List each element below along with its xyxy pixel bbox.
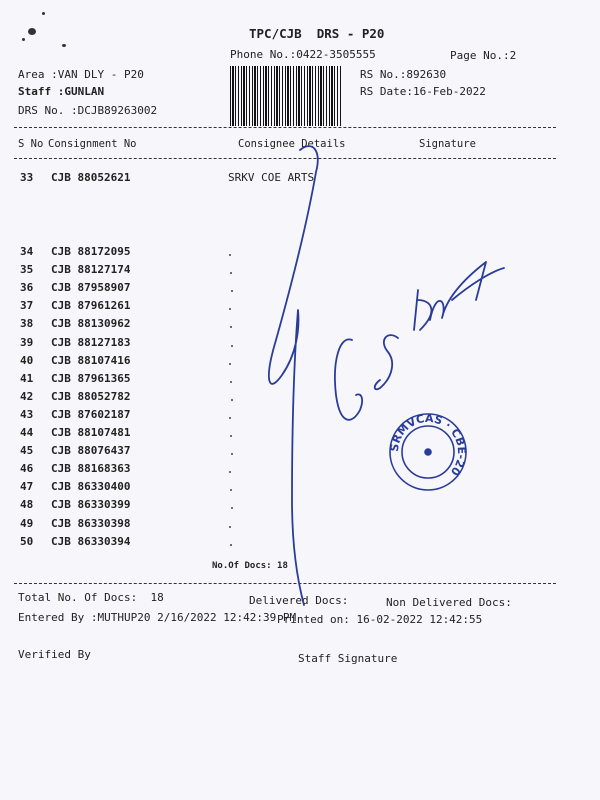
row-sno: 46 [20,462,34,475]
row-consignment: CJB 88076437 [51,444,131,457]
total-docs: Total No. Of Docs: 18 [18,591,164,604]
signature-letter [335,339,362,419]
row-sno: 39 [20,336,34,349]
signature-letter [375,335,398,389]
staff-signature-label: Staff Signature [298,652,398,665]
row-consignment: CJB 86330394 [51,535,131,548]
row-sno: 37 [20,299,34,312]
row-consignment: CJB 88107416 [51,354,131,367]
row-sno: 41 [20,372,34,385]
row-consignment: CJB 88127174 [51,263,131,276]
row-consignment: CJB 86330400 [51,480,131,493]
row-consignment: CJB 88107481 [51,426,131,439]
printed-on: Printed on: 16-02-2022 12:42:55 [277,613,483,626]
pen-stroke [269,146,318,605]
row-sno: 48 [20,498,34,511]
row-consignment: CJB 88052621 [51,171,131,184]
row-consignment: CJB 87961365 [51,372,131,385]
delivered-docs: Delivered Docs: [249,594,349,607]
row-sno: 42 [20,390,34,403]
row-consignment: CJB 88168363 [51,462,131,475]
row-consignment: CJB 86330398 [51,517,131,530]
row-sno: 35 [20,263,34,276]
stamp-text: SRMVCAS · CBE-20 [387,411,469,479]
verified-by: Verified By [18,648,91,661]
row-consignment: CJB 88127183 [51,336,131,349]
rs-date: RS Date:16-Feb-2022 [360,85,486,98]
staff-name: GUNLAN [64,85,105,98]
rs-number: RS No.:892630 [360,68,447,81]
area: Area :VAN DLY - P20 [18,68,144,81]
docs-count: No.Of Docs: 18 [212,561,288,571]
row-sno: 40 [20,354,34,367]
col-sno: S No [18,138,44,150]
row-consignment: CJB 87602187 [51,408,131,421]
signature-flourish [414,262,504,330]
col-signature: Signature [419,138,476,150]
col-consignment: Consignment No [48,138,137,150]
row-consignment: CJB 86330399 [51,498,131,511]
row-sno: 49 [20,517,34,530]
entered-by: Entered By :MUTHUP20 2/16/2022 12:42:39 PM [18,611,297,624]
row-sno: 38 [20,317,34,330]
row-consignment: CJB 88052782 [51,390,131,403]
row-consignment: CJB 88172095 [51,245,131,258]
row-consignment: CJB 88130962 [51,317,131,330]
row-consignment: CJB 87958907 [51,281,131,294]
row-sno: 44 [20,426,34,439]
phone-number: Phone No.:0422-3505555 [230,48,376,61]
col-consignee: Consignee Details [238,138,346,150]
row-consignment: CJB 87961261 [51,299,131,312]
row-sno: 47 [20,480,34,493]
row-sno: 34 [20,245,34,258]
row-consignee: SRKV COE ARTS [228,171,315,184]
page-number: Page No.:2 [450,49,517,62]
row-sno: 36 [20,281,34,294]
drs-number: DRS No. :DCJB89263002 [18,104,158,117]
row-sno: 45 [20,444,34,457]
document-title: TPC/CJB DRS - P20 [249,26,385,41]
non-delivered-docs: Non Delivered Docs: [386,596,512,609]
staff-label: Staff :GUNLAN [18,85,105,98]
row-sno: 43 [20,408,34,421]
row-sno: 50 [20,535,34,548]
row-sno: 33 [20,171,34,184]
